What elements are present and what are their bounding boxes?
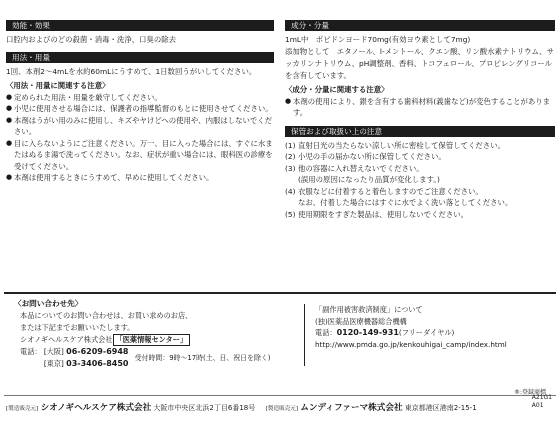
relief-section: [304, 304, 560, 366]
phone-tokyo-row: [東京] 03-3406-8450 受付時間：9時～17時(土、日、祝日を除く): [43, 354, 271, 368]
usage-text: 1回、本剤2～4mLを水約60mLにうすめて、1日数回うがいしてください。: [6, 67, 257, 76]
ingredients-text: 1mL中 ポビドンヨード70mg(有効ヨウ素として7mg) 添加物として エタノール、l-メントール、クエン酸、リン酸水素ナトリウム、サッカリンナトリウム、pH調整剤、香料、トコフェロール、プロピレングリコールを含有しています。: [285, 35, 554, 80]
list-item: (5) 使用期限をすぎた製品は、使用しないでください。: [285, 209, 468, 219]
list-item: ● 定められた用法・用量を厳守してください。: [6, 92, 162, 102]
right-column: [285, 20, 555, 220]
storage-header: 保管および取扱い上の注意: [285, 126, 555, 137]
list-item: ● 小児に使用させる場合には、保護者の指導監督のもとに使用させてください。: [6, 104, 273, 113]
usage-notes-list: [6, 92, 274, 184]
list-item: ● 本剤はうがい用のみに使用し、キズやヤけどへの使用や、内服はしないでください。: [6, 115, 273, 136]
seller-address: 大阪市中央区北浜2丁目6番18号: [153, 404, 256, 412]
efficacy-text: 口腔内およびのどの殺菌・消毒・洗浄、口臭の除去: [6, 35, 176, 44]
maker-address: 東京都港区港南2-15-1: [404, 404, 477, 412]
usage-subheading: 〈用法・用量に関連する注意〉: [6, 81, 110, 90]
phone-osaka-row: 電話： [大阪] 06-6209-6948: [20, 347, 129, 356]
contact-section: [20, 310, 290, 370]
maker-role: [製造販売元]: [265, 406, 299, 412]
list-item: (2) 小児の手の届かない所に保管してください。: [285, 152, 446, 161]
contact-line: 本品についてのお問い合わせは、お買い求めのお店、: [20, 311, 193, 320]
bullet-icon: ●: [6, 92, 13, 101]
list-item: ● 本剤の使用により、銀を含有する歯科材料(義歯など)が変色することがあります。: [285, 96, 551, 117]
list-item: (3) 他の容器に入れ替えないでください。: [285, 163, 424, 173]
list-item: (4) 衣服などに付着すると着色しますのでご注意ください。: [285, 186, 483, 196]
seller-name: シオノギヘルスケア株式会社: [40, 403, 152, 413]
relief-url: http://www.pmda.go.jp/kenkouhigai_camp/index.html: [315, 339, 507, 349]
list-item: (1) 直射日光の当たらない涼しい所に密栓して保管してください。: [285, 140, 505, 150]
bullet-icon: ●: [6, 115, 13, 124]
business-hours: 受付時間：9時～17時(土、日、祝日を除く): [134, 354, 271, 362]
list-item: ● 本剤は使用するときにうすめて、早めに使用してください。: [6, 173, 214, 182]
contact-line: または下記までお願いいたします。: [20, 323, 135, 332]
ingredients-notes-list: [285, 96, 555, 119]
bullet-icon: ●: [285, 96, 292, 105]
maker-name: ムンディファーマ株式会社: [300, 403, 403, 413]
list-item: なお、付着した場合にはすぐに水でよく洗い落としてください。: [298, 198, 513, 207]
storage-list: [285, 140, 555, 221]
contact-title: 〈お問い合わせ先〉: [14, 299, 83, 308]
bullet-icon: ●: [6, 138, 13, 147]
phone-tokyo: 03-3406-8450: [66, 359, 129, 368]
left-column: [6, 20, 274, 184]
footer: [6, 401, 554, 415]
phone-osaka: 06-6209-6948: [66, 347, 129, 356]
relief-title: 「副作用被害救済制度」について: [315, 305, 423, 314]
bullet-icon: ●: [6, 104, 13, 112]
info-center-label: 「医薬情報センター」: [113, 334, 191, 346]
list-item: (誤用の原因になったり品質が変化します。): [298, 175, 440, 184]
bullet-icon: ●: [6, 173, 13, 181]
registered-mark-note: ®:登録商標: [513, 389, 546, 396]
ingredients-header: 成分・分量: [285, 20, 555, 31]
relief-org: (独)医薬品医療機器総合機構: [315, 316, 407, 326]
efficacy-header: 効能・効果: [6, 20, 274, 31]
usage-header: 用法・用量: [6, 52, 274, 63]
contact-company-line: シオノギヘルスケア株式会社 「医薬情報センター」: [20, 334, 290, 346]
section-divider: [4, 292, 556, 294]
seller-role: [製造販売元]: [6, 406, 39, 412]
relief-phone: 0120-149-931: [336, 328, 399, 337]
footer-divider: [4, 395, 556, 396]
ingredients-subheading: 〈成分・分量に関連する注意〉: [285, 85, 389, 94]
list-item: ● 目に入らないようにご注意ください。万一、目に入った場合には、すぐに水またはぬるま湯で洗ってください。なお、症状が重い場合には、眼科医の診療を受けてください。: [6, 138, 273, 171]
relief-phone-row: 電話：0120-149-931(フリーダイヤル): [315, 328, 455, 337]
product-code: A21G1 A01: [531, 394, 552, 409]
